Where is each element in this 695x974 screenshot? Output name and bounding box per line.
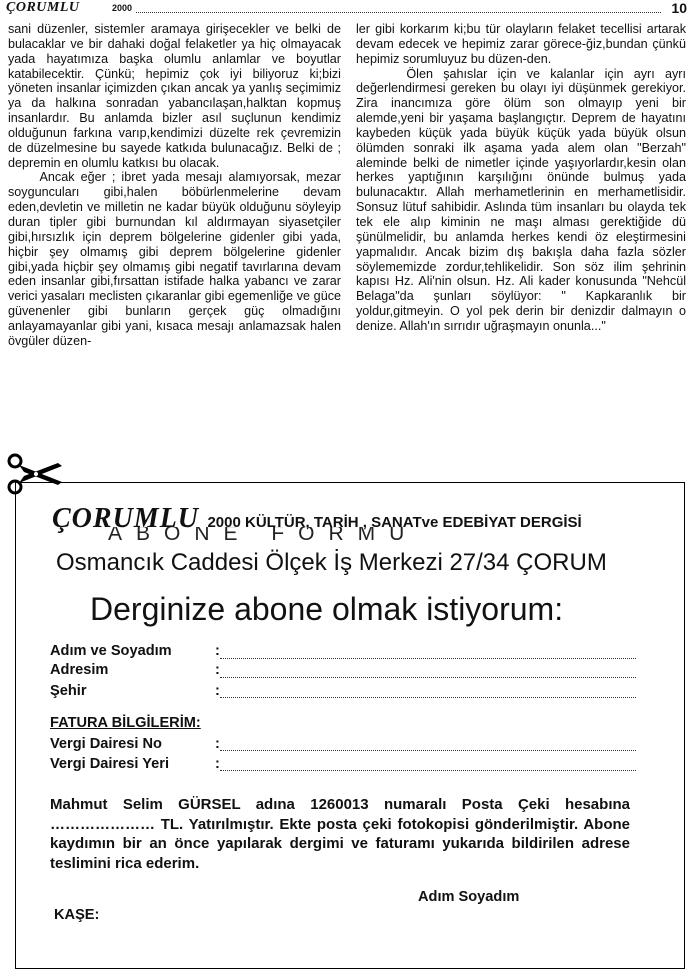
field-colon: : bbox=[215, 643, 220, 659]
payment-statement: Mahmut Selim GÜRSEL adına 1260013 numaralı Posta Çeki hesabına ………………… TL. Yatırılmıştır. Ekte posta çeki fotokopisi gönderilmiştir. Abone kaydımın bir an önce yapılarak dergimi ve faturamı yukarıda bildirilen adrese teslimini rica ederim. bbox=[50, 796, 630, 872]
article-paragraph: ler gibi korkarım ki;bu tür olayların felaket tecellisi artarak devam edecek ve hepimiz zarar görece-ğiz,bundan çünkü hepimiz sorumluyuz bu düzen-den. bbox=[356, 22, 686, 66]
form-logo: ÇORUMLU bbox=[52, 503, 200, 534]
invoice-section-title: FATURA BİLGİLERİM: bbox=[50, 715, 201, 731]
form-address: Osmancık Caddesi Ölçek İş Merkezi 27/34 ÇORUM bbox=[56, 549, 607, 576]
header-rule bbox=[136, 12, 661, 13]
header-year: 2000 bbox=[112, 3, 133, 13]
page-header bbox=[0, 0, 695, 22]
article-right-column bbox=[356, 22, 686, 334]
name-fill-line[interactable] bbox=[220, 657, 636, 659]
article-left-column bbox=[8, 22, 341, 349]
article-paragraph: sani düzenler, sistemler aramaya girişecekler ve belki de bulacaklar ve bir dahaki doğal felaketler ya hiç olmayacak yada hayatımıza başka olumlu anlamlar ve boyutlar katabilecektir. Çünkü; hepimiz çok iyi biliyoruz ki;bizi yöneten insanlar içimizden çıkan ancak ya yanlış seçimimiz ya da halkına sonradan yabancılaşan,halktan kopmuş insanlardır. Bu anlamda bizler asıl suçlunun kendimiz olduğunun farkına varıp,kendimizi düzelte rek çevremizin de düzelmesine bu sayede katkıda bulunacağız. Belki de ; depremin en olumlu katkısı bu olacak. bbox=[8, 22, 341, 170]
field-colon: : bbox=[215, 736, 220, 752]
address-fill-line[interactable] bbox=[220, 676, 636, 678]
article-paragraph: Ancak eğer ; ibret yada mesajı alamıyorsak, mezar soyguncuları gibi,halen böbürlenmelerine devam eden,devletin ve milletin ne kadar büyük olduğunu söyleyip duran tipler gibi burnundan kıl aldırmayan siyasetçiler gibi,hırsızlık için deprem bölgelerine gidenler gibi yada, hiçbir şey olmamış gibi deprem bölgelerine gidenler gibi,yada hiçbir şey olmamış gibi negatif tavırlarına devam eden insanlar gibi,fırsattan istifade halka yabancı ve zarar verici yasaları meclisten çıkaranlar gibi egemenliğe ve güce güvenenler gibi bunların gerçek güç olmadığını anlayamayanlar gibi yani, kısaca mesajı anlamazsak halen övgüler düzen- bbox=[8, 170, 341, 348]
page-number: 10 bbox=[671, 0, 687, 16]
field-name bbox=[50, 643, 220, 659]
form-title: 2000 KÜLTÜR, TARİH , SANATve EDEBİYAT DERGİSİ bbox=[207, 514, 582, 531]
field-city bbox=[50, 683, 220, 699]
field-label: Vergi Dairesi Yeri bbox=[50, 756, 169, 772]
field-colon: : bbox=[215, 683, 220, 699]
tax-place-fill-line[interactable] bbox=[220, 769, 636, 771]
field-label: Vergi Dairesi No bbox=[50, 736, 162, 752]
field-label: Şehir bbox=[50, 683, 87, 699]
form-subtitle: ABONE FORMU bbox=[108, 527, 419, 541]
field-label: Adım ve Soyadım bbox=[50, 643, 172, 659]
header-logo: ÇORUMLU bbox=[6, 0, 80, 15]
stamp-label: KAŞE: bbox=[54, 907, 100, 923]
signature-label: Adım Soyadım bbox=[418, 889, 520, 905]
tax-no-fill-line[interactable] bbox=[220, 749, 636, 751]
field-colon: : bbox=[215, 662, 220, 678]
field-address bbox=[50, 662, 220, 678]
form-headline: Derginize abone olmak istiyorum: bbox=[90, 591, 564, 627]
field-tax-office-place bbox=[50, 756, 220, 772]
field-tax-office-no bbox=[50, 736, 220, 752]
field-colon: : bbox=[215, 756, 220, 772]
field-label: Adresim bbox=[50, 662, 109, 678]
subscription-form bbox=[15, 482, 685, 969]
city-fill-line[interactable] bbox=[220, 696, 636, 698]
article-paragraph: Ölen şahıslar için ve kalanlar için ayrı ayrı değerlendirmesi gereken bu olayı iyi düşünmek gerekiyor. Zira inancımıza göre ölüm son olmayıp yeni bir alemde,yeni bir yaşama başlangıçtır. Deprem de hayatını kaybeden küçük yada büyük küçük yada büyük olsun ölümden sonraki ilk aşama yada alem olan "Berzah" aleminde belki de nimetler içinde yaşıyorlardır,kesin olan herkes yaptığının karşılığını önünde bulmuş yada bulunacaktır. Allah merhametlerinin en merhametlisidir. Sonsuz lütuf sahibidir. Aslında tüm insanları bu olayda tek tek ele alıp kiminin ne maşı alması gerektiğide dü şünülmelidir, bu anlamda herkes kendi öz eleştirmesini yapmalıdır. Ancak bizim dış bakışla daha fazla sözler söylememizde zordur,tehlikelidir. Son söz ilim şehrinin kapısı Hz. Ali'nin olsun. Hz. Ali kader konusunda "Nehcül Belaga"da şunları söylüyor: " Kapkaranlık bir yoldur,gitmeyin. O yol pek derin bir denizdir dalmayın o denize. Allah'ın sırrıdır uğraşmayın onunla..." bbox=[356, 66, 686, 333]
